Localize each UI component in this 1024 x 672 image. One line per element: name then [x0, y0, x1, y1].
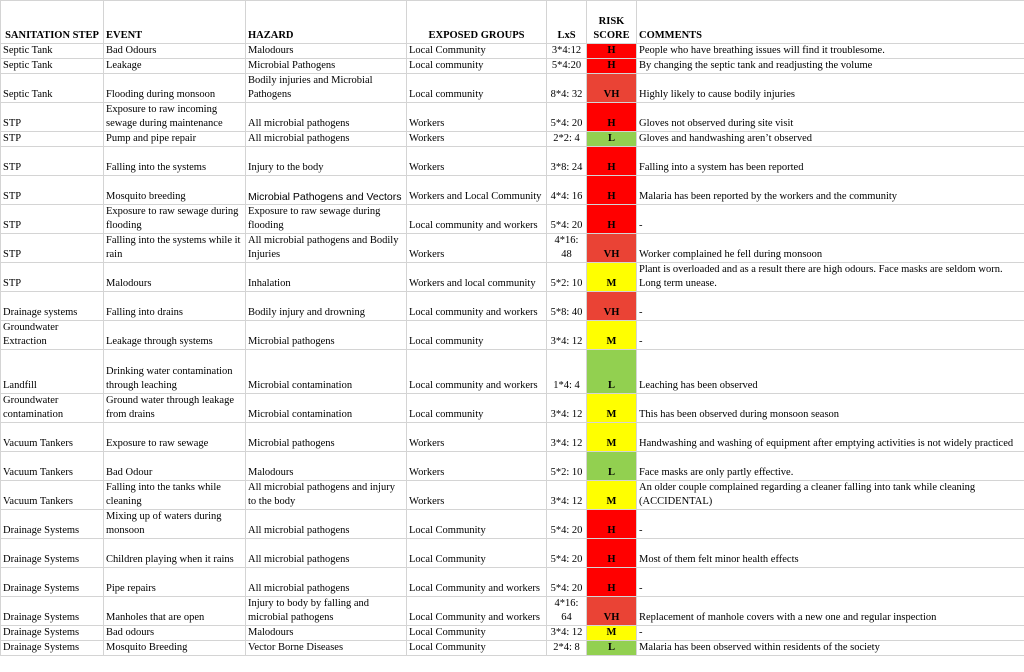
- cell-step[interactable]: STP: [1, 132, 104, 147]
- cell-step[interactable]: Drainage Systems: [1, 568, 104, 597]
- cell-lxs[interactable]: 4*16: 64: [547, 597, 587, 626]
- cell-step[interactable]: STP: [1, 205, 104, 234]
- cell-hazard[interactable]: Inhalation: [246, 263, 407, 292]
- cell-event[interactable]: Children playing when it rains: [104, 539, 246, 568]
- cell-comments[interactable]: -: [637, 205, 1024, 234]
- table-row: [1, 568, 1024, 597]
- header-step[interactable]: SANITATION STEP: [1, 1, 104, 44]
- cell-hazard[interactable]: All microbial pathogens: [246, 539, 407, 568]
- cell-lxs[interactable]: 3*4: 12: [547, 626, 587, 641]
- cell-event[interactable]: Pipe repairs: [104, 568, 246, 597]
- cell-step[interactable]: Groundwater contamination: [1, 394, 104, 423]
- cell-risk-score[interactable]: M: [587, 423, 637, 452]
- cell-step[interactable]: Vacuum Tankers: [1, 452, 104, 481]
- cell-hazard[interactable]: All microbial pathogens: [246, 132, 407, 147]
- cell-comments[interactable]: Replacement of manhole covers with a new one and regular inspection: [637, 597, 1024, 626]
- cell-risk-score[interactable]: VH: [587, 234, 637, 263]
- table-row: [1, 234, 1024, 263]
- cell-comments[interactable]: -: [637, 626, 1024, 641]
- header-event[interactable]: EVENT: [104, 1, 246, 44]
- cell-risk-score[interactable]: VH: [587, 292, 637, 321]
- table-row: [1, 481, 1024, 510]
- table-row: [1, 321, 1024, 350]
- cell-event[interactable]: Falling into the systems while it rain: [104, 234, 246, 263]
- cell-exposed-groups[interactable]: Local Community: [407, 626, 547, 641]
- cell-comments[interactable]: -: [637, 321, 1024, 350]
- cell-risk-score[interactable]: VH: [587, 74, 637, 103]
- cell-event[interactable]: Drinking water contamination through leaching: [104, 350, 246, 394]
- cell-comments[interactable]: -: [637, 510, 1024, 539]
- cell-risk-score[interactable]: H: [587, 176, 637, 205]
- cell-comments[interactable]: Malaria has been observed within residents of the society: [637, 641, 1024, 656]
- cell-lxs[interactable]: 5*2: 10: [547, 452, 587, 481]
- cell-exposed-groups[interactable]: Workers: [407, 103, 547, 132]
- table-row: [1, 510, 1024, 539]
- cell-risk-score[interactable]: M: [587, 321, 637, 350]
- cell-lxs[interactable]: 3*4: 12: [547, 321, 587, 350]
- cell-hazard[interactable]: All microbial pathogens: [246, 568, 407, 597]
- cell-lxs[interactable]: 5*4: 20: [547, 103, 587, 132]
- cell-hazard[interactable]: Malodours: [246, 44, 407, 59]
- cell-lxs[interactable]: 3*4: 12: [547, 394, 587, 423]
- cell-comments[interactable]: Falling into a system has been reported: [637, 147, 1024, 176]
- table-row: [1, 394, 1024, 423]
- cell-risk-score[interactable]: L: [587, 132, 637, 147]
- table-row: [1, 452, 1024, 481]
- table-row: [1, 626, 1024, 641]
- cell-risk-score[interactable]: H: [587, 147, 637, 176]
- table-row: [1, 44, 1024, 59]
- cell-risk-score[interactable]: L: [587, 350, 637, 394]
- header-row: [1, 1, 1024, 44]
- cell-lxs[interactable]: 2*2: 4: [547, 132, 587, 147]
- table-row: [1, 176, 1024, 205]
- cell-comments[interactable]: An older couple complained regarding a cleaner falling into tank while cleaning (ACCIDENTAL): [637, 481, 1024, 510]
- cell-risk-score[interactable]: M: [587, 481, 637, 510]
- cell-step[interactable]: Groundwater Extraction: [1, 321, 104, 350]
- cell-event[interactable]: Mixing up of waters during monsoon: [104, 510, 246, 539]
- cell-exposed-groups[interactable]: Workers: [407, 132, 547, 147]
- cell-exposed-groups[interactable]: Workers: [407, 147, 547, 176]
- cell-event[interactable]: Manholes that are open: [104, 597, 246, 626]
- cell-event[interactable]: Mosquito breeding: [104, 176, 246, 205]
- cell-comments[interactable]: Gloves and handwashing aren’t observed: [637, 132, 1024, 147]
- table-row: [1, 292, 1024, 321]
- cell-hazard[interactable]: Malodours: [246, 452, 407, 481]
- cell-exposed-groups[interactable]: Workers: [407, 452, 547, 481]
- cell-comments[interactable]: Face masks are only partly effective.: [637, 452, 1024, 481]
- cell-hazard[interactable]: Exposure to raw sewage during flooding: [246, 205, 407, 234]
- cell-event[interactable]: Falling into the systems: [104, 147, 246, 176]
- cell-exposed-groups[interactable]: Workers: [407, 423, 547, 452]
- cell-exposed-groups[interactable]: Local community and workers: [407, 205, 547, 234]
- cell-step[interactable]: Drainage systems: [1, 292, 104, 321]
- cell-comments[interactable]: Plant is overloaded and as a result there are high odours. Face masks are seldom worn. Long term unease.: [637, 263, 1024, 292]
- cell-step[interactable]: Vacuum Tankers: [1, 423, 104, 452]
- cell-hazard[interactable]: Microbial pathogens: [246, 423, 407, 452]
- cell-hazard[interactable]: Microbial contamination: [246, 350, 407, 394]
- cell-comments[interactable]: -: [637, 568, 1024, 597]
- cell-lxs[interactable]: 5*4: 20: [547, 205, 587, 234]
- cell-lxs[interactable]: 5*8: 40: [547, 292, 587, 321]
- cell-event[interactable]: Bad odours: [104, 626, 246, 641]
- cell-lxs[interactable]: 3*4: 12: [547, 423, 587, 452]
- cell-risk-score[interactable]: VH: [587, 597, 637, 626]
- cell-risk-score[interactable]: H: [587, 205, 637, 234]
- table-row: [1, 205, 1024, 234]
- table-row: [1, 147, 1024, 176]
- cell-step[interactable]: Septic Tank: [1, 44, 104, 59]
- cell-comments[interactable]: -: [637, 292, 1024, 321]
- cell-exposed-groups[interactable]: Workers: [407, 234, 547, 263]
- cell-hazard[interactable]: Microbial Pathogens: [246, 59, 407, 74]
- cell-event[interactable]: Pump and pipe repair: [104, 132, 246, 147]
- cell-exposed-groups[interactable]: Local Community: [407, 539, 547, 568]
- cell-lxs[interactable]: 5*4: 20: [547, 539, 587, 568]
- cell-lxs[interactable]: 4*4: 16: [547, 176, 587, 205]
- cell-exposed-groups[interactable]: Local Community and workers: [407, 568, 547, 597]
- cell-exposed-groups[interactable]: Local Community: [407, 510, 547, 539]
- cell-step[interactable]: Septic Tank: [1, 59, 104, 74]
- cell-risk-score[interactable]: H: [587, 568, 637, 597]
- cell-risk-score[interactable]: M: [587, 394, 637, 423]
- cell-lxs[interactable]: 2*4: 8: [547, 641, 587, 656]
- cell-comments[interactable]: People who have breathing issues will find it troublesome.: [637, 44, 1024, 59]
- table-row: [1, 74, 1024, 103]
- cell-event[interactable]: Bad Odours: [104, 44, 246, 59]
- cell-exposed-groups[interactable]: Local community and workers: [407, 292, 547, 321]
- table-row: [1, 423, 1024, 452]
- table-row: [1, 350, 1024, 394]
- cell-hazard[interactable]: Vector Borne Diseases: [246, 641, 407, 656]
- header-exposed-groups[interactable]: EXPOSED GROUPS: [407, 1, 547, 44]
- cell-step[interactable]: STP: [1, 176, 104, 205]
- cell-step[interactable]: STP: [1, 147, 104, 176]
- cell-lxs[interactable]: 4*16: 48: [547, 234, 587, 263]
- cell-comments[interactable]: By changing the septic tank and readjusting the volume: [637, 59, 1024, 74]
- cell-hazard[interactable]: Malodours: [246, 626, 407, 641]
- cell-step[interactable]: Drainage Systems: [1, 539, 104, 568]
- cell-exposed-groups[interactable]: Local Community: [407, 44, 547, 59]
- cell-lxs[interactable]: 3*8: 24: [547, 147, 587, 176]
- table-row: [1, 539, 1024, 568]
- cell-step[interactable]: Drainage Systems: [1, 641, 104, 656]
- cell-lxs[interactable]: 3*4:12: [547, 44, 587, 59]
- cell-event[interactable]: Falling into drains: [104, 292, 246, 321]
- cell-hazard[interactable]: Microbial Pathogens and Vectors: [246, 176, 407, 205]
- cell-exposed-groups[interactable]: Local community: [407, 321, 547, 350]
- cell-step[interactable]: Landfill: [1, 350, 104, 394]
- cell-lxs[interactable]: 5*4: 20: [547, 568, 587, 597]
- cell-step[interactable]: Drainage Systems: [1, 626, 104, 641]
- cell-exposed-groups[interactable]: Local community: [407, 74, 547, 103]
- cell-exposed-groups[interactable]: Local Community: [407, 641, 547, 656]
- header-hazard[interactable]: HAZARD: [246, 1, 407, 44]
- cell-lxs[interactable]: 1*4: 4: [547, 350, 587, 394]
- cell-comments[interactable]: Handwashing and washing of equipment after emptying activities is not widely practiced: [637, 423, 1024, 452]
- cell-step[interactable]: STP: [1, 263, 104, 292]
- cell-exposed-groups[interactable]: Local Community and workers: [407, 597, 547, 626]
- cell-lxs[interactable]: 5*4:20: [547, 59, 587, 74]
- cell-comments[interactable]: Leaching has been observed: [637, 350, 1024, 394]
- cell-hazard[interactable]: Injury to the body: [246, 147, 407, 176]
- cell-comments[interactable]: This has been observed during monsoon season: [637, 394, 1024, 423]
- cell-event[interactable]: Exposure to raw incoming sewage during maintenance: [104, 103, 246, 132]
- header-comments[interactable]: COMMENTS: [637, 1, 1024, 44]
- cell-hazard[interactable]: All microbial pathogens and injury to the body: [246, 481, 407, 510]
- cell-step[interactable]: STP: [1, 103, 104, 132]
- table-row: [1, 132, 1024, 147]
- table-row: [1, 641, 1024, 656]
- cell-exposed-groups[interactable]: Local community and workers: [407, 350, 547, 394]
- cell-lxs[interactable]: 5*2: 10: [547, 263, 587, 292]
- table-row: [1, 597, 1024, 626]
- cell-step[interactable]: Drainage Systems: [1, 510, 104, 539]
- cell-step[interactable]: STP: [1, 234, 104, 263]
- cell-hazard[interactable]: Microbial pathogens: [246, 321, 407, 350]
- cell-hazard[interactable]: All microbial pathogens and Bodily Injuries: [246, 234, 407, 263]
- table-row: [1, 59, 1024, 74]
- cell-comments[interactable]: Malaria has been reported by the workers and the community: [637, 176, 1024, 205]
- cell-step[interactable]: Vacuum Tankers: [1, 481, 104, 510]
- cell-exposed-groups[interactable]: Workers and Local Community: [407, 176, 547, 205]
- cell-exposed-groups[interactable]: Workers and local community: [407, 263, 547, 292]
- cell-hazard[interactable]: All microbial pathogens: [246, 103, 407, 132]
- cell-lxs[interactable]: 3*4: 12: [547, 481, 587, 510]
- cell-event[interactable]: Ground water through leakage from drains: [104, 394, 246, 423]
- table-row: [1, 263, 1024, 292]
- header-lxs[interactable]: LxS: [547, 1, 587, 44]
- cell-event[interactable]: Exposure to raw sewage: [104, 423, 246, 452]
- cell-step[interactable]: Septic Tank: [1, 74, 104, 103]
- cell-lxs[interactable]: 8*4: 32: [547, 74, 587, 103]
- cell-comments[interactable]: Most of them felt minor health effects: [637, 539, 1024, 568]
- header-risk-score[interactable]: RISK SCORE: [587, 1, 637, 44]
- cell-step[interactable]: Drainage Systems: [1, 597, 104, 626]
- cell-event[interactable]: Flooding during monsoon: [104, 74, 246, 103]
- cell-risk-score[interactable]: H: [587, 510, 637, 539]
- cell-hazard[interactable]: Bodily injuries and Microbial Pathogens: [246, 74, 407, 103]
- cell-lxs[interactable]: 5*4: 20: [547, 510, 587, 539]
- cell-exposed-groups[interactable]: Local community: [407, 59, 547, 74]
- cell-risk-score[interactable]: L: [587, 452, 637, 481]
- cell-event[interactable]: Exposure to raw sewage during flooding: [104, 205, 246, 234]
- cell-risk-score[interactable]: H: [587, 44, 637, 59]
- cell-risk-score[interactable]: L: [587, 641, 637, 656]
- cell-risk-score[interactable]: M: [587, 626, 637, 641]
- cell-hazard[interactable]: Bodily injury and drowning: [246, 292, 407, 321]
- cell-event[interactable]: Leakage: [104, 59, 246, 74]
- cell-hazard[interactable]: Injury to body by falling and microbial pathogens: [246, 597, 407, 626]
- cell-exposed-groups[interactable]: Workers: [407, 481, 547, 510]
- cell-comments[interactable]: Highly likely to cause bodily injuries: [637, 74, 1024, 103]
- cell-comments[interactable]: Worker complained he fell during monsoon: [637, 234, 1024, 263]
- cell-hazard[interactable]: Microbial contamination: [246, 394, 407, 423]
- cell-risk-score[interactable]: H: [587, 59, 637, 74]
- cell-exposed-groups[interactable]: Local community: [407, 394, 547, 423]
- cell-event[interactable]: Leakage through systems: [104, 321, 246, 350]
- table-row: [1, 103, 1024, 132]
- cell-hazard[interactable]: All microbial pathogens: [246, 510, 407, 539]
- cell-risk-score[interactable]: M: [587, 263, 637, 292]
- cell-event[interactable]: Mosquito Breeding: [104, 641, 246, 656]
- cell-risk-score[interactable]: H: [587, 539, 637, 568]
- cell-comments[interactable]: Gloves not observed during site visit: [637, 103, 1024, 132]
- cell-event[interactable]: Bad Odour: [104, 452, 246, 481]
- cell-event[interactable]: Malodours: [104, 263, 246, 292]
- cell-event[interactable]: Falling into the tanks while cleaning: [104, 481, 246, 510]
- cell-risk-score[interactable]: H: [587, 103, 637, 132]
